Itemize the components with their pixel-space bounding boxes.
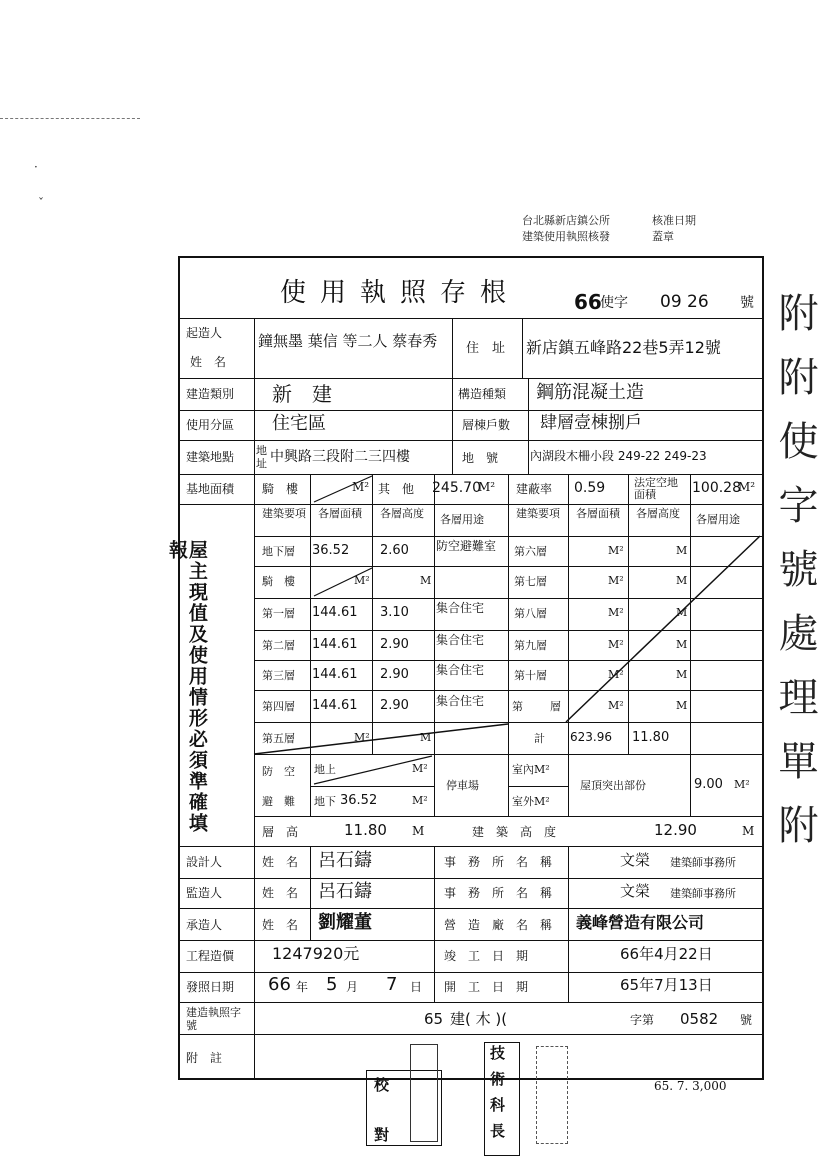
value-contractor-name: 劉耀董 — [318, 912, 372, 933]
label-office-name: 事 務 所 名 稱 — [444, 855, 553, 869]
form-number-suffix: 號 — [740, 295, 754, 311]
label-name: 姓 名 — [262, 918, 299, 932]
value-f4-height: 2.90 — [380, 698, 409, 713]
value-b1-use: 防空避難室 — [436, 539, 497, 553]
label-use-zone: 使用分區 — [186, 418, 235, 432]
label-office-name: 事 務 所 名 稱 — [444, 886, 553, 900]
margin-mark: ˇ — [38, 196, 44, 210]
value-issue-day: 7 — [386, 974, 398, 995]
label-designer: 設計人 — [186, 855, 223, 869]
value-b1-area: 36.52 — [312, 543, 350, 558]
floor-2: 第二層 — [262, 639, 295, 652]
unit-sqm: M² — [608, 544, 624, 557]
header-area: 各層面積 — [318, 507, 362, 520]
value-permit-year: 65 — [424, 1010, 444, 1028]
unit-m: M — [676, 544, 688, 557]
label-tech3: 科 — [490, 1096, 506, 1114]
value-f4-area: 144.61 — [312, 698, 358, 713]
floor-6: 第六層 — [514, 545, 547, 558]
stamp-text-4: 蓋章 — [652, 230, 674, 243]
value-designer-firm: 文榮 — [620, 851, 651, 869]
label-arch-firm: 建築師事務所 — [670, 856, 736, 869]
value-shelter-below: 36.52 — [340, 793, 378, 808]
unit-sqm: M² — [412, 794, 428, 807]
value-base-other: 245.70 — [432, 480, 481, 496]
unit-m: M — [676, 699, 688, 712]
value-f2-use: 集合住宅 — [436, 633, 485, 647]
label-sqm: M² — [738, 480, 756, 494]
floor-9: 第九層 — [514, 639, 547, 652]
label-legal-open: 法定空地面積 — [634, 476, 678, 501]
value-designer-name: 呂石鑄 — [318, 850, 372, 871]
unit-m: M — [676, 668, 688, 681]
value-permit-no: 0582 — [680, 1010, 719, 1028]
floor-10: 第十層 — [514, 669, 547, 682]
label-arch-firm: 建築師事務所 — [670, 887, 736, 900]
floor-arcade: 騎 樓 — [262, 575, 295, 588]
label-builder: 起造人 — [186, 326, 223, 340]
value-building-height: 12.90 — [654, 821, 697, 839]
label-name: 姓 名 — [190, 355, 227, 369]
label-permit-suffix: 字第 — [630, 1013, 655, 1027]
label-site: 建築地點 — [186, 450, 235, 464]
floor-7: 第七層 — [514, 575, 547, 588]
label-other: 其 他 — [378, 482, 415, 496]
margin-right-text: 附附使字號處理單附 — [772, 292, 818, 868]
value-f3-use: 集合住宅 — [436, 663, 485, 677]
margin-mark: · — [34, 160, 38, 174]
label-floors-units: 層棟戶數 — [462, 418, 511, 432]
value-start: 65年7月13日 — [620, 976, 713, 994]
label-building-height: 建 築 高 度 — [472, 825, 557, 839]
value-f3-area: 144.61 — [312, 667, 358, 682]
header-height: 各層高度 — [380, 507, 424, 520]
header-use: 各層用途 — [440, 513, 484, 526]
label-start: 開 工 日 期 — [444, 980, 529, 994]
side-note: 屋主現值及使用情形必須準確填報 — [165, 540, 208, 834]
label-site-addr-prefix: 地址 — [256, 444, 267, 470]
value-f4-use: 集合住宅 — [436, 694, 485, 708]
unit-sqm: M² — [608, 638, 624, 651]
unit-m: M — [420, 731, 432, 744]
print-code: 65. 7. 3,000 — [654, 1079, 727, 1093]
unit-m: M — [676, 638, 688, 651]
floor-8: 第八層 — [514, 607, 547, 620]
unit-sqm: M² — [608, 668, 624, 681]
unit-sqm: M² — [412, 762, 428, 775]
form-title: 使用執照存根 — [280, 278, 521, 308]
unit-m: M — [676, 574, 688, 587]
label-air-raid: 防 空 — [262, 765, 295, 778]
label-build-type: 建造類別 — [186, 387, 235, 401]
value-permit-char: 建( 木 )( — [450, 1010, 508, 1028]
label-month: 月 — [346, 980, 359, 994]
value-completion: 66年4月22日 — [620, 945, 713, 963]
label-permit: 建造執照字 號 — [186, 1006, 252, 1032]
floor-n-prefix: 第 — [512, 700, 523, 713]
value-f2-area: 144.61 — [312, 637, 358, 652]
value-use-zone: 住宅區 — [272, 413, 326, 434]
unit-m: M — [420, 574, 432, 587]
unit-sqm: M² — [354, 731, 370, 744]
value-total-height: 11.80 — [632, 730, 670, 745]
label-above: 地上 — [314, 763, 336, 776]
value-f1-use: 集合住宅 — [436, 601, 485, 615]
label-supervisor: 監造人 — [186, 886, 223, 900]
label-remarks: 附 註 — [186, 1051, 223, 1065]
value-structure: 鋼筋混凝土造 — [536, 382, 644, 403]
label-name: 姓 名 — [262, 886, 299, 900]
unit-sqm: M² — [354, 574, 370, 587]
label-total: 計 — [534, 732, 545, 745]
label-pair: 對 — [374, 1126, 390, 1144]
value-floors-units: 肆層壹棟捌戶 — [540, 413, 642, 433]
label-sqm: M² — [478, 480, 496, 494]
label-check: 校 — [374, 1076, 390, 1094]
label-contractor: 承造人 — [186, 918, 223, 932]
value-contractor-firm: 義峰營造有限公司 — [576, 913, 705, 932]
value-storey-height: 11.80 — [344, 821, 387, 839]
label-cost: 工程造價 — [186, 949, 235, 963]
label-completion: 竣 工 日 期 — [444, 949, 529, 963]
form-number-prefix: 66 — [574, 290, 602, 314]
seal-stamp — [536, 1046, 568, 1144]
label-arcade: 騎 樓 — [262, 482, 299, 496]
label-firm-name: 營 造 廠 名 稱 — [444, 918, 553, 932]
unit-sqm: M² — [608, 699, 624, 712]
unit-m: M — [412, 824, 425, 838]
floor-5: 第五層 — [262, 732, 295, 745]
value-legal-open: 100.28 — [692, 480, 741, 496]
label-shelter: 避 難 — [262, 795, 295, 808]
stamp-text-1: 台北縣新店鎮公所 — [522, 214, 610, 227]
stamp-text-2: 建築使用執照核發 — [522, 230, 610, 243]
value-build-type: 新 建 — [272, 382, 332, 406]
value-f2-height: 2.90 — [380, 637, 409, 652]
header-use-right: 各層用途 — [696, 513, 740, 526]
value-builder-names: 鐘無墨 葉信 等二人 蔡春秀 — [258, 332, 438, 350]
value-cost: 1247920元 — [272, 944, 360, 963]
label-year: 年 — [296, 980, 309, 994]
floor-1: 第一層 — [262, 607, 295, 620]
label-indoor: 室內M² — [512, 763, 550, 776]
header-height-right: 各層高度 — [636, 507, 680, 520]
label-parking: 停車場 — [446, 779, 479, 792]
floor-4: 第四層 — [262, 700, 295, 713]
value-f1-height: 3.10 — [380, 605, 409, 620]
unit-sqm: M² — [734, 778, 750, 791]
label-below: 地下 — [314, 795, 336, 808]
unit-m: M — [742, 824, 755, 838]
label-lot: 地 號 — [462, 451, 499, 465]
label-coverage: 建蔽率 — [516, 482, 553, 496]
value-roof-projection: 9.00 — [694, 777, 723, 792]
label-day: 日 — [410, 980, 423, 994]
value-b1-height: 2.60 — [380, 543, 409, 558]
value-supervisor-name: 呂石鑄 — [318, 881, 372, 902]
value-f3-height: 2.90 — [380, 667, 409, 682]
label-tech2: 術 — [490, 1070, 506, 1088]
header-item-right: 建築要項 — [516, 507, 560, 520]
unit-sqm: M² — [608, 574, 624, 587]
unit-sqm: M² — [608, 606, 624, 619]
value-f1-area: 144.61 — [312, 605, 358, 620]
floor-n-suffix: 層 — [550, 700, 561, 713]
header-area-right: 各層面積 — [576, 507, 620, 520]
value-coverage: 0.59 — [574, 480, 606, 496]
label-issue-date: 發照日期 — [186, 980, 235, 994]
label-address: 住 址 — [466, 341, 506, 356]
value-supervisor-firm: 文榮 — [620, 882, 651, 900]
header-item: 建築要項 — [262, 507, 306, 520]
label-structure: 構造種類 — [458, 387, 507, 401]
label-tech: 技 — [490, 1044, 506, 1062]
label-sqm: M² — [352, 480, 370, 494]
value-total-area: 623.96 — [570, 730, 612, 744]
stamp-text-3: 核准日期 — [652, 214, 696, 227]
label-roof-projection: 屋頂突出部份 — [580, 779, 646, 792]
unit-m: M — [676, 606, 688, 619]
value-builder-address: 新店鎮五峰路22巷5弄12號 — [526, 338, 721, 357]
value-issue-year: 66 — [268, 974, 291, 995]
value-issue-month: 5 — [326, 974, 338, 995]
label-storey-height: 層 高 — [262, 825, 299, 839]
value-site-address: 中興路三段附二三四樓 — [270, 449, 410, 465]
floor-b1: 地下層 — [262, 545, 295, 558]
form-number-char: 使字 — [600, 295, 628, 311]
form-number-value: 09 26 — [660, 292, 709, 312]
label-name: 姓 名 — [262, 855, 299, 869]
value-lot: 內湖段木柵小段 249-22 249-23 — [530, 449, 707, 463]
label-tech4: 長 — [490, 1122, 506, 1140]
check-box-inner — [410, 1044, 438, 1142]
label-permit-no-suffix: 號 — [740, 1013, 753, 1027]
floor-3: 第三層 — [262, 669, 295, 682]
label-outdoor: 室外M² — [512, 795, 550, 808]
label-base-area: 基地面積 — [186, 482, 235, 496]
